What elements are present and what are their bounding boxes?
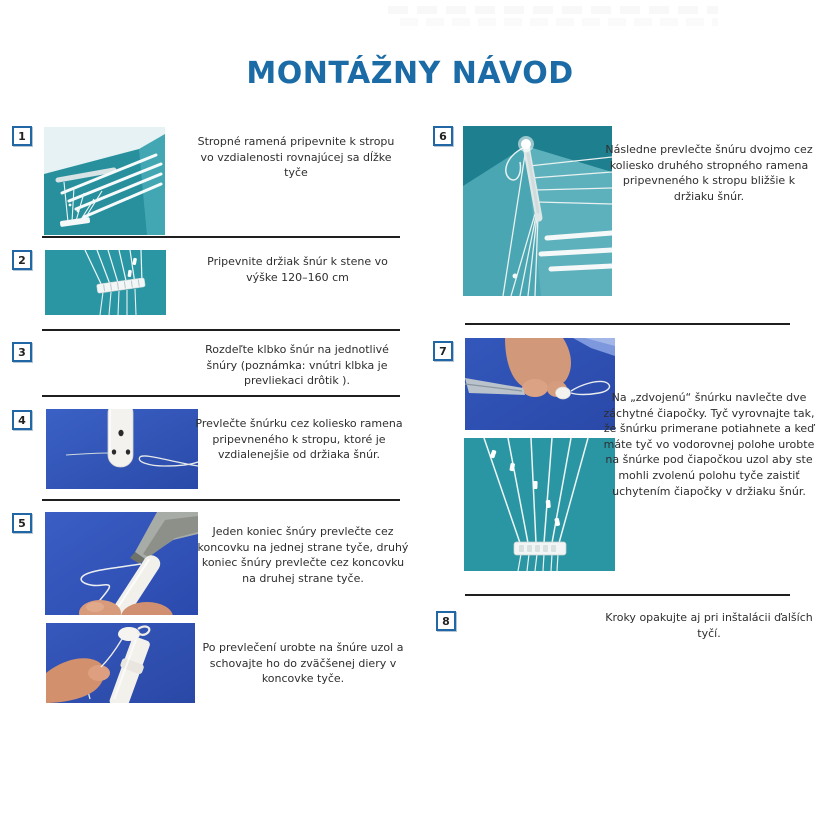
- step-7-number: [433, 341, 453, 361]
- step-3-number-label: 3: [18, 345, 26, 359]
- step-2-number: [12, 250, 32, 270]
- step-4-text: Prevlečte šnúrku cez koliesko ramena pripevneného k stropu, ktoré je vzdialenejšie od držiaka šnúr.: [195, 417, 403, 462]
- step-6-text: Následne prevlečte šnúru dvojmo cez koliesko druhého stropného ramena pripevneného k stropu bližšie k držiaku šnúr.: [605, 143, 813, 203]
- rod-end-wire-loop-photo: [46, 409, 198, 489]
- step-8-number: [436, 611, 456, 631]
- step-1-text: Stropné ramená pripevnite k stropu vo vzdialenosti rovnajúcej sa dĺžke tyče: [197, 135, 395, 180]
- faint-header-artifact: [388, 6, 718, 26]
- ceiling-arm-with-cords-photo: [463, 126, 612, 296]
- step-2-text: Pripevnite držiak šnúr k stene vo výške 120–160 cm: [207, 255, 388, 284]
- divider: [42, 499, 400, 501]
- divider: [465, 323, 790, 325]
- step-7-number-label: 7: [439, 344, 447, 358]
- step-6-number: [433, 126, 453, 146]
- step-5-text-2: Po prevlečení urobte na šnúre uzol a schovajte ho do zväčšenej diery v koncovke tyče.: [202, 641, 404, 686]
- step-3-number: [12, 342, 32, 362]
- divider: [42, 236, 400, 238]
- step-5-text: Jeden koniec šnúry prevlečte cez koncovku na jednej strane tyče, druhý koniec šnúry prevlečte cez koncovku na druhej strane tyče.: [197, 525, 409, 585]
- step-5-number-label: 5: [18, 516, 26, 530]
- wall-cord-holder-photo: [45, 250, 166, 315]
- divider: [42, 329, 400, 331]
- step-8-text: Kroky opakujte aj pri inštalácii ďalších tyčí.: [605, 611, 813, 640]
- ceiling-dryer-room-corner-photo: [44, 127, 165, 235]
- step-4-number: [12, 410, 32, 430]
- knot-in-rod-end-photo: [46, 623, 195, 703]
- step-8-number-label: 8: [442, 614, 450, 628]
- step-1-number-label: 1: [18, 129, 26, 143]
- step-1-number: [12, 126, 32, 146]
- step-3-text: Rozdeľte klbko šnúr na jednotlivé šnúry (poznámka: vnútri klbka je prevliekaci drôtik ).: [205, 343, 389, 388]
- cords-with-caps-holder-photo: [464, 438, 615, 571]
- step-2-number-label: 2: [18, 253, 26, 267]
- divider: [465, 594, 790, 596]
- divider: [42, 395, 400, 397]
- hand-scissors-cap-photo: [465, 338, 615, 430]
- step-5-number: [12, 513, 32, 533]
- step-7-text: Na „zdvojenú“ šnúrku navlečte dve záchytné čiapočky. Tyč vyrovnajte tak, že šnúrku primerane potiahnete a keď máte tyč vo vodorovnej polohe urobte na šnúrke pod čiapočkou uzol aby ste mohli zvolenú polohu tyče zaistiť uchytením čiapočky v držiaku šnúr.: [603, 391, 815, 498]
- pliers-rod-cord-photo: [45, 512, 198, 615]
- step-6-number-label: 6: [439, 129, 447, 143]
- step-4-number-label: 4: [18, 413, 26, 427]
- page-title: MONTÁŽNY NÁVOD: [246, 56, 574, 91]
